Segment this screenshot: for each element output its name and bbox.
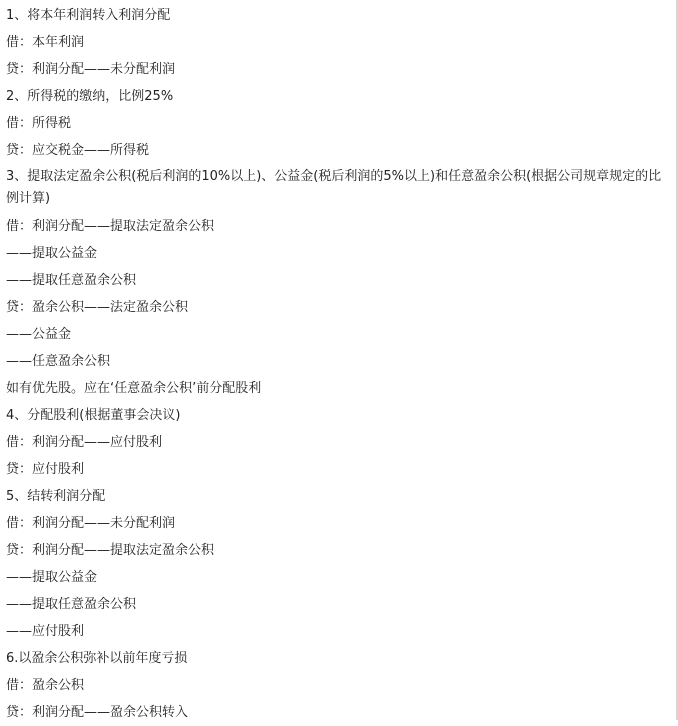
credit-entry: 贷：盈余公积——法定盈余公积 xyxy=(6,300,189,315)
section-heading-4: 4、分配股利(根据董事会决议) xyxy=(6,408,181,423)
section-heading-3: 3、提取法定盈余公积(税后利润的10%以上)、公益金(税后利润的5%以上)和任意盈余公积(根据公司规章规定的比例计算) xyxy=(6,169,662,206)
section-heading-1: 1、将本年利润转入利润分配 xyxy=(6,8,171,23)
debit-entry: 借：本年利润 xyxy=(6,35,85,50)
sub-entry: ——公益金 xyxy=(6,327,72,342)
debit-entry: 借：利润分配——未分配利润 xyxy=(6,516,176,531)
credit-entry: 贷：应付股利 xyxy=(6,462,85,477)
section-heading-6: 6.以盈余公积弥补以前年度亏损 xyxy=(6,651,188,666)
section-heading-5: 5、结转利润分配 xyxy=(6,489,106,504)
sub-entry: ——提取任意盈余公积 xyxy=(6,273,137,288)
credit-entry: 贷：应交税金——所得税 xyxy=(6,143,150,158)
credit-entry: 贷：利润分配——未分配利润 xyxy=(6,62,176,77)
sub-entry: ——任意盈余公积 xyxy=(6,354,111,369)
section-heading-2: 2、所得税的缴纳，比例25% xyxy=(6,89,174,104)
credit-entry: 贷：利润分配——提取法定盈余公积 xyxy=(6,543,215,558)
sub-entry: ——提取公益金 xyxy=(6,570,98,585)
debit-entry: 借：利润分配——应付股利 xyxy=(6,435,163,450)
note-text: 如有优先股。应在‘任意盈余公积’前分配股利 xyxy=(6,381,262,396)
debit-entry: 借：利润分配——提取法定盈余公积 xyxy=(6,219,215,234)
debit-entry: 借：所得税 xyxy=(6,116,72,131)
credit-entry: 贷：利润分配——盈余公积转入 xyxy=(6,705,189,720)
sub-entry: ——提取公益金 xyxy=(6,246,98,261)
debit-entry: 借：盈余公积 xyxy=(6,678,85,693)
sub-entry: ——应付股利 xyxy=(6,624,85,639)
sub-entry: ——提取任意盈余公积 xyxy=(6,597,137,612)
